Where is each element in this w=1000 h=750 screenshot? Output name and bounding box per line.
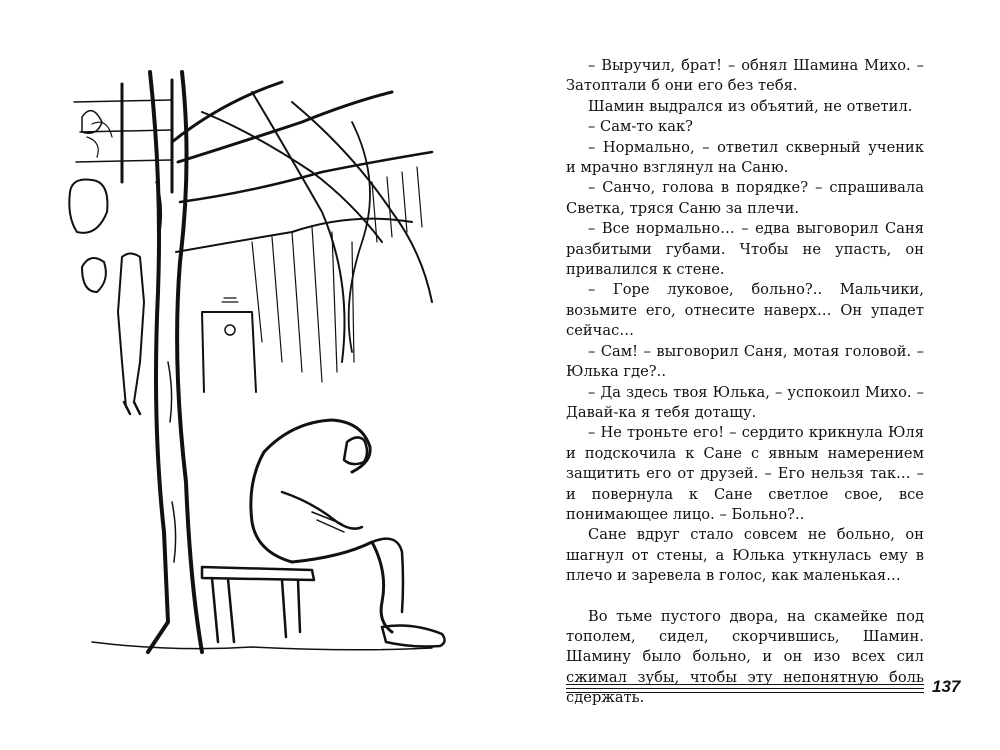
paragraph: – Выручил, брат! – обнял Шамина Михо. – Затоптали б они его без тебя.	[566, 57, 924, 95]
ink-drawing	[52, 62, 472, 662]
paragraph: – Санчо, голова в порядке? – спрашивала Светка, тряся Саню за плечи.	[566, 179, 924, 217]
paragraph: Сане вдруг стало совсем не больно, он шагнул от стены, а Юлька уткнулась ему в плечо и заревела в голос, как маленькая…	[566, 526, 924, 585]
footer-rule	[566, 684, 924, 693]
paragraph: – Сам! – выговорил Саня, мотая головой. – Юлька где?..	[566, 342, 924, 381]
page-number: 137	[932, 677, 961, 696]
paragraph: – Сам-то как?	[588, 118, 694, 136]
paragraph: – Не троньте его! – сердито крикнула Юля и подскочила к Сане с явным намерением защитить его от друзей. – Его нельзя так… – и повернула к Сане светлое свое, все понимающее лицо. – Больно?..	[566, 424, 924, 523]
paragraph: – Все нормально… – едва выговорил Саня разбитыми губами. Чтобы не упасть, он привалился к стене.	[566, 220, 924, 279]
paragraph: – Нормально, – ответил скверный ученик и мрачно взглянул на Саню.	[566, 138, 924, 177]
paragraph: Шамин выдрался из объятий, не ответил.	[588, 97, 913, 115]
paragraph: – Горе луковое, больно?.. Мальчики, возьмите его, отнесите наверх… Он упадет сейчас…	[566, 281, 924, 340]
paragraph: – Да здесь твоя Юлька, – успокоил Михо. – Давай-ка я тебя дотащу.	[566, 383, 924, 421]
closing-paragraph: Во тьме пустого двора, на скамейке под тополем, сидел, скорчившись, Шамин. Шамину было больно, и он изо всех сил сжимал зубы, чтобы эту непонятную боль сдержать.	[566, 607, 924, 707]
text-column	[566, 56, 924, 709]
illustration-boy-under-tree	[52, 62, 472, 662]
